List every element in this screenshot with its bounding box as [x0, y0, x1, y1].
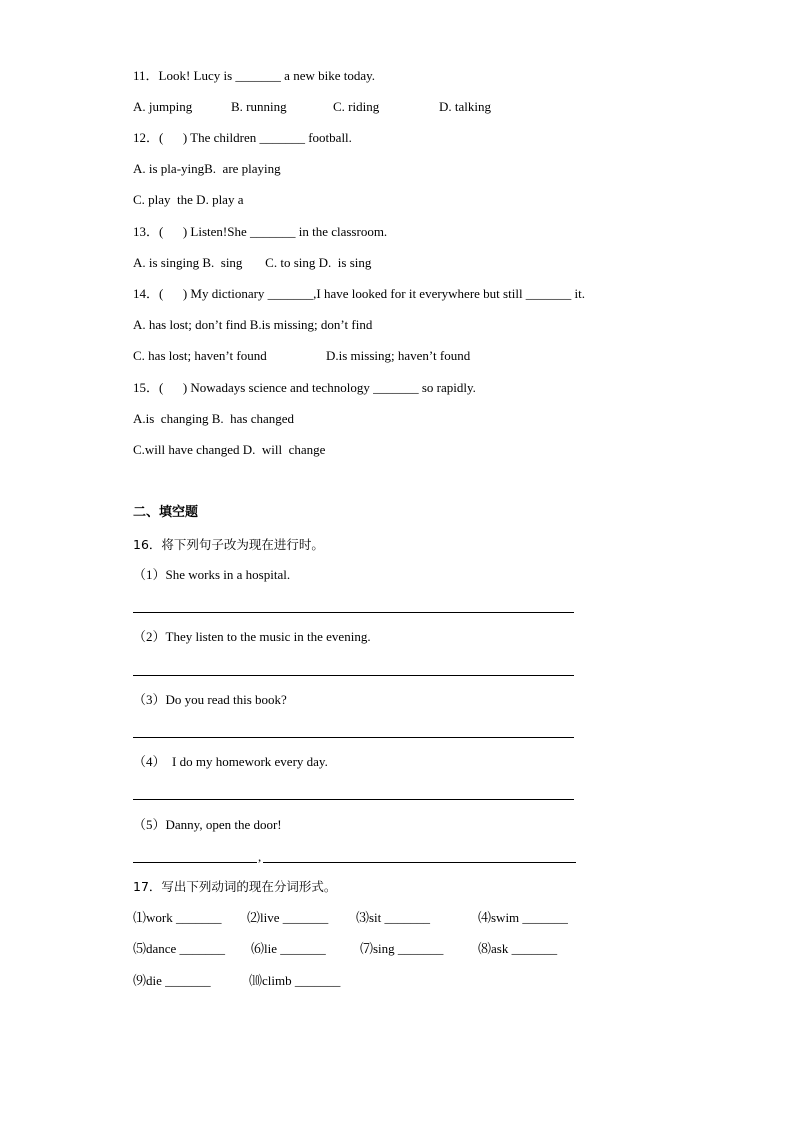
- q16-answer-line-1[interactable]: [133, 612, 574, 613]
- q16-item-4: （4） I do my homework every day.: [133, 754, 328, 769]
- q14-options-line1: A. has lost; don’t find B.is missing; don’t find: [133, 317, 373, 332]
- q17-item-5: ⑸dance _______: [133, 941, 226, 956]
- q17-item-7: ⑺sing _______: [360, 941, 444, 956]
- q16-answer-line-3[interactable]: [133, 737, 574, 738]
- q16-answer-line-5b[interactable]: [263, 862, 576, 863]
- q17-item-10: ⑽climb _______: [249, 973, 341, 988]
- q13-options-line1: A. is singing B. sing C. to sing D. is sing: [133, 255, 372, 270]
- q14-option-d: D.is missing; haven’t found: [326, 348, 471, 363]
- q16-item-2: （2）They listen to the music in the evening.: [133, 629, 371, 644]
- q17-item-1: ⑴work _______: [133, 910, 222, 925]
- q11-option-c: C. riding: [333, 99, 380, 114]
- q17-item-8: ⑻ask _______: [478, 941, 558, 956]
- q12-options-line1: A. is pla-yingB. are playing: [133, 161, 281, 176]
- q15-options-line2: C.will have changed D. will change: [133, 442, 326, 457]
- q17-item-3: ⑶sit _______: [356, 910, 431, 925]
- q16-answer-line-5a[interactable]: [133, 862, 257, 863]
- q17-item-9: ⑼die _______: [133, 973, 211, 988]
- q12-stem: 12．( ) The children _______ football.: [133, 130, 352, 145]
- section-title: 二、填空题: [133, 505, 199, 520]
- q11-option-b: B. running: [231, 99, 287, 114]
- q17-item-6: ⑹lie _______: [251, 941, 326, 956]
- q15-stem: 15．( ) Nowadays science and technology _______ so rapidly.: [133, 380, 476, 395]
- q12-options-line2: C. play the D. play a: [133, 192, 244, 207]
- q14-stem: 14．( ) My dictionary _______,I have looked for it everywhere but still _______ it.: [133, 286, 586, 301]
- q15-options-line1: A.is changing B. has changed: [133, 411, 295, 426]
- q11-option-d: D. talking: [439, 99, 491, 114]
- q14-option-c: C. has lost; haven’t found: [133, 348, 267, 363]
- q17-item-2: ⑵live _______: [247, 910, 329, 925]
- q16-item-1: （1）She works in a hospital.: [133, 567, 291, 582]
- q16-answer-comma: ,: [258, 849, 262, 864]
- q16-item-5: （5）Danny, open the door!: [133, 817, 282, 832]
- q17-item-4: ⑷swim _______: [478, 910, 568, 925]
- q11-stem: 11．Look! Lucy is _______ a new bike today.: [133, 68, 376, 83]
- q11-option-a: A. jumping: [133, 99, 193, 114]
- q16-stem: 16．将下列句子改为现在进行时。: [133, 537, 324, 552]
- q16-answer-line-4[interactable]: [133, 799, 574, 800]
- q13-stem: 13．( ) Listen!She _______ in the classroom.: [133, 224, 388, 239]
- q16-answer-line-2[interactable]: [133, 675, 574, 676]
- q17-stem: 17．写出下列动词的现在分词形式。: [133, 879, 337, 894]
- q16-item-3: （3）Do you read this book?: [133, 692, 287, 707]
